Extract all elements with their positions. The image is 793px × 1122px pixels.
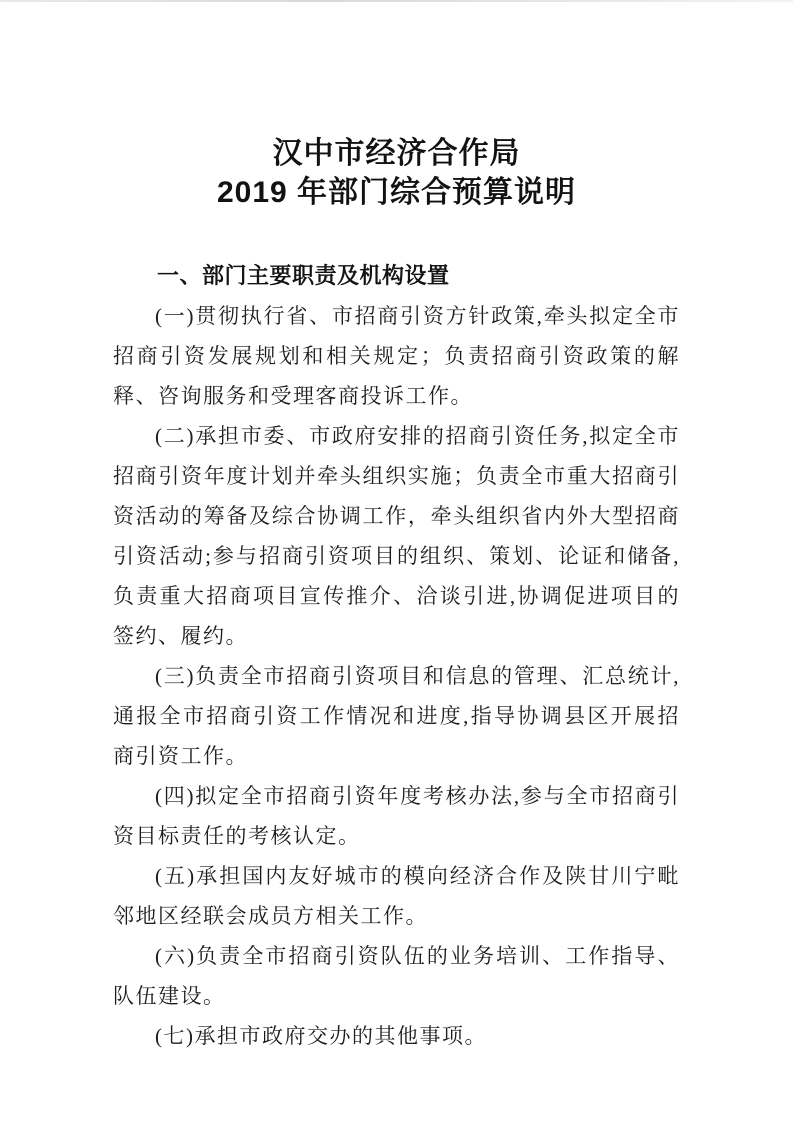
document-body bbox=[113, 134, 680, 1056]
paragraph-1: (一)贯彻执行省、市招商引资方针政策,牵头拟定全市招商引资发展规划和相关规定；负责招商引资政策的解释、咨询服务和受理客商投诉工作。 bbox=[113, 304, 680, 408]
paragraph-6: (六)负责全市招商引资队伍的业务培训、工作指导、队伍建设。 bbox=[113, 944, 680, 1008]
document-title-line2: 2019 年部门综合预算说明 bbox=[216, 176, 577, 209]
document-title bbox=[113, 134, 680, 212]
scan-edge-artifact bbox=[0, 0, 793, 2]
section-heading: 一、部门主要职责及机构设置 bbox=[157, 263, 450, 288]
paragraph-2: (二)承担市委、市政府安排的招商引资任务,拟定全市招商引资年度计划并牵头组织实施；负责全市重大招商引资活动的筹备及综合协调工作，牵头组织省内外大型招商引资活动;参与招商引资项目的组织、策划、论证和储备,负责重大招商项目宣传推介、洽谈引进,协调促进项目的签约、履约。 bbox=[113, 424, 680, 648]
paragraph-7: (七)承担市政府交办的其他事项。 bbox=[155, 1024, 487, 1048]
section-paragraphs bbox=[113, 296, 680, 1056]
paragraph-3: (三)负责全市招商引资项目和信息的管理、汇总统计,通报全市招商引资工作情况和进度,指导协调县区开展招商引资工作。 bbox=[113, 664, 680, 768]
paragraph-5: (五)承担国内友好城市的模向经济合作及陕甘川宁毗邻地区经联会成员方相关工作。 bbox=[113, 864, 680, 928]
document-title-line1: 汉中市经济合作局 bbox=[272, 137, 521, 170]
paragraph-4: (四)拟定全市招商引资年度考核办法,参与全市招商引资目标责任的考核认定。 bbox=[113, 784, 680, 848]
